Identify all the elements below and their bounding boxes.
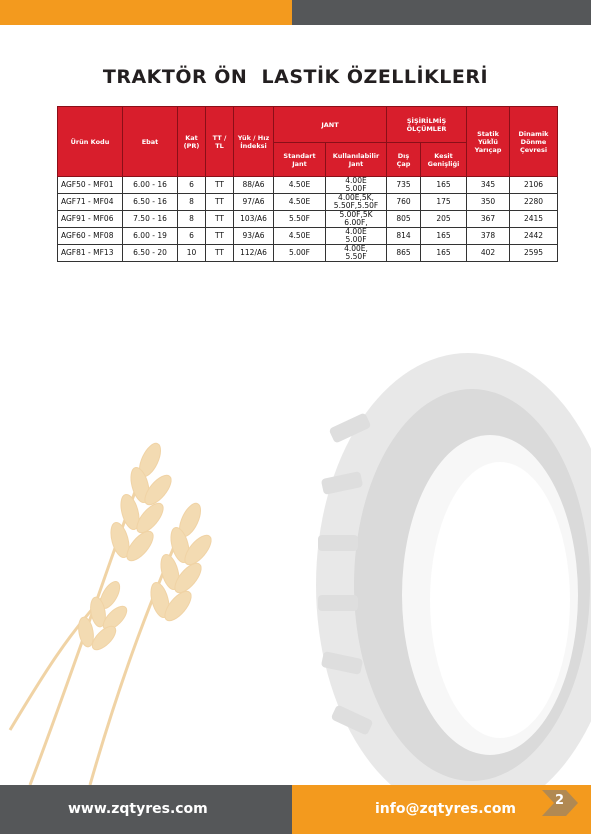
header-yuk-hiz: Yük / Hız İndeksi bbox=[234, 107, 274, 177]
cell-od: 865 bbox=[387, 245, 421, 262]
cell-load: 93/A6 bbox=[234, 228, 274, 245]
cell-slr: 345 bbox=[467, 177, 510, 194]
cell-roll: 2442 bbox=[510, 228, 558, 245]
cell-slr: 402 bbox=[467, 245, 510, 262]
cell-tt: TT bbox=[206, 211, 234, 228]
tire-spec-table bbox=[57, 106, 558, 262]
cell-load: 103/A6 bbox=[234, 211, 274, 228]
cell-sw: 165 bbox=[421, 245, 467, 262]
cell-od: 735 bbox=[387, 177, 421, 194]
header-dinamik: Dinamik Dönme Çevresi bbox=[510, 107, 558, 177]
decorative-illustration bbox=[0, 300, 591, 785]
cell-std-rim: 4.50E bbox=[274, 228, 326, 245]
header-sisirilmis: ŞİŞİRİLMİŞ ÖLÇÜMLER bbox=[387, 107, 467, 143]
page-title: TRAKTÖR ÖN LASTİK ÖZELLİKLERİ bbox=[102, 66, 489, 88]
cell-sw: 175 bbox=[421, 194, 467, 211]
cell-std-rim: 4.50E bbox=[274, 177, 326, 194]
header-statik: Statik Yükl̈ü Yarıçap bbox=[467, 107, 510, 177]
cell-tt: TT bbox=[206, 245, 234, 262]
cell-code: AGF60 - MF08 bbox=[58, 228, 123, 245]
cell-slr: 367 bbox=[467, 211, 510, 228]
cell-ply: 6 bbox=[178, 228, 206, 245]
top-bar-gray bbox=[292, 0, 591, 25]
cell-std-rim: 4.50E bbox=[274, 194, 326, 211]
header-urun-kodu: Ürün Kodu bbox=[58, 107, 123, 177]
cell-slr: 378 bbox=[467, 228, 510, 245]
cell-roll: 2280 bbox=[510, 194, 558, 211]
header-standart-jant: Standart Jant bbox=[274, 143, 326, 177]
tire-illustration bbox=[316, 353, 591, 785]
cell-size: 6.50 - 20 bbox=[123, 245, 178, 262]
cell-roll: 2595 bbox=[510, 245, 558, 262]
cell-alt-rim: 4.00E 5.00F bbox=[326, 228, 387, 245]
cell-load: 112/A6 bbox=[234, 245, 274, 262]
wheat-illustration bbox=[10, 440, 216, 785]
cell-size: 6.00 - 19 bbox=[123, 228, 178, 245]
cell-code: AGF71 - MF04 bbox=[58, 194, 123, 211]
header-kesit: Kesit Genişliği bbox=[421, 143, 467, 177]
cell-ply: 10 bbox=[178, 245, 206, 262]
table-row bbox=[58, 245, 558, 262]
header-kat: Kat (PR) bbox=[178, 107, 206, 177]
website-link[interactable]: www.zqtyres.com bbox=[68, 801, 208, 817]
cell-size: 6.50 - 16 bbox=[123, 194, 178, 211]
table-row bbox=[58, 194, 558, 211]
header-kullanilabilir-jant: Kullanılabilir Jant bbox=[326, 143, 387, 177]
header-dis-cap: Dış Çap bbox=[387, 143, 421, 177]
cell-size: 7.50 - 16 bbox=[123, 211, 178, 228]
cell-sw: 165 bbox=[421, 177, 467, 194]
cell-tt: TT bbox=[206, 228, 234, 245]
header-jant: JANT bbox=[274, 107, 387, 143]
cell-tt: TT bbox=[206, 177, 234, 194]
cell-std-rim: 5.50F bbox=[274, 211, 326, 228]
cell-ply: 6 bbox=[178, 177, 206, 194]
cell-code: AGF81 - MF13 bbox=[58, 245, 123, 262]
header-ebat: Ebat bbox=[123, 107, 178, 177]
cell-sw: 165 bbox=[421, 228, 467, 245]
cell-size: 6.00 - 16 bbox=[123, 177, 178, 194]
cell-load: 88/A6 bbox=[234, 177, 274, 194]
top-bar-orange bbox=[0, 0, 292, 25]
table-row bbox=[58, 211, 558, 228]
cell-roll: 2415 bbox=[510, 211, 558, 228]
cell-od: 805 bbox=[387, 211, 421, 228]
header-tt-tl: TT / TL bbox=[206, 107, 234, 177]
cell-sw: 205 bbox=[421, 211, 467, 228]
cell-load: 97/A6 bbox=[234, 194, 274, 211]
cell-ply: 8 bbox=[178, 211, 206, 228]
cell-alt-rim: 4.00E 5.00F bbox=[326, 177, 387, 194]
page-number: 2 bbox=[555, 793, 565, 808]
cell-tt: TT bbox=[206, 194, 234, 211]
email-link[interactable]: info@zqtyres.com bbox=[375, 801, 517, 817]
cell-od: 760 bbox=[387, 194, 421, 211]
table-row bbox=[58, 228, 558, 245]
cell-std-rim: 5.00F bbox=[274, 245, 326, 262]
cell-slr: 350 bbox=[467, 194, 510, 211]
table-row bbox=[58, 177, 558, 194]
cell-alt-rim: 4.00E,5K, 5.50F,5.50F bbox=[326, 194, 387, 211]
cell-roll: 2106 bbox=[510, 177, 558, 194]
cell-alt-rim: 4.00E, 5.50F bbox=[326, 245, 387, 262]
cell-od: 814 bbox=[387, 228, 421, 245]
cell-code: AGF50 - MF01 bbox=[58, 177, 123, 194]
cell-ply: 8 bbox=[178, 194, 206, 211]
cell-code: AGF91 - MF06 bbox=[58, 211, 123, 228]
cell-alt-rim: 5.00F,5K 6.00F, bbox=[326, 211, 387, 228]
